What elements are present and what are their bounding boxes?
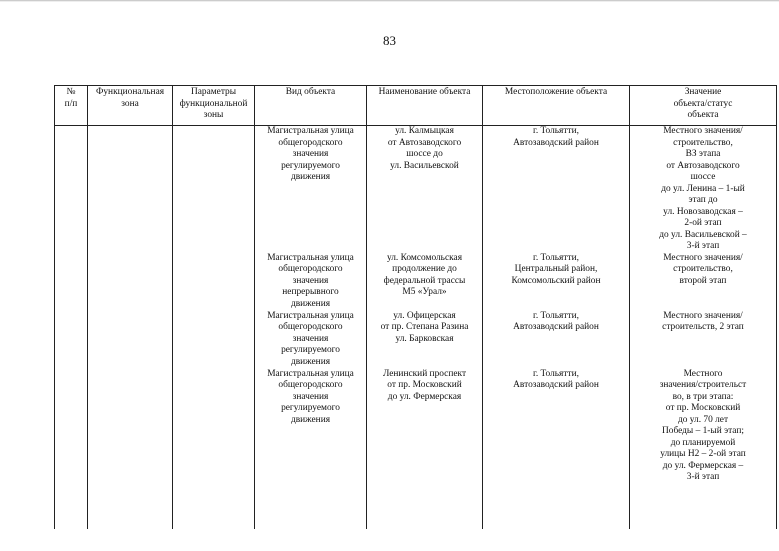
cell-zone xyxy=(88,311,173,369)
table-header-row xyxy=(55,86,777,126)
table-row xyxy=(55,369,777,529)
header-name: Наименование объекта xyxy=(367,86,483,126)
cell-status: Местного значения/строительст во, в три этапа: от пр. Московский до ул. 70 лет Победы – 1-ый этап; до планируемой улицы Н2 – 2-ой этап до ул. Фермерская – 3-й этап xyxy=(630,369,777,529)
cell-location: г. Тольятти, Центральный район, Комсомольский район xyxy=(483,253,630,311)
cell-name: Ленинский проспект от пр. Московский до ул. Фермерская xyxy=(367,369,483,529)
header-location: Местоположение объекта xyxy=(483,86,630,126)
cell-location: г. Тольятти, Автозаводский район xyxy=(483,126,630,253)
table-row xyxy=(55,253,777,311)
cell-name: ул. Комсомольская продолжение до федеральной трассы М5 «Урал» xyxy=(367,253,483,311)
cell-type: Магистральная улица общегородского значения непрерывного движения xyxy=(255,253,367,311)
cell-type: Магистральная улица общегородского значения регулируемого движения xyxy=(255,369,367,529)
cell-status: Местного значения/ строительство, второй этап xyxy=(630,253,777,311)
cell-location: г. Тольятти, Автозаводский район xyxy=(483,311,630,369)
table-row xyxy=(55,311,777,369)
objects-table xyxy=(54,85,777,529)
cell-number xyxy=(55,311,88,369)
cell-zone xyxy=(88,253,173,311)
cell-number xyxy=(55,369,88,529)
cell-number xyxy=(55,253,88,311)
cell-number xyxy=(55,126,88,253)
scan-edge xyxy=(0,0,779,2)
header-status: Значение объекта/статус объекта xyxy=(630,86,777,126)
page-number: 83 xyxy=(383,33,396,48)
cell-name: ул. Офицерская от пр. Степана Разина ул. Барковская xyxy=(367,311,483,369)
cell-name: ул. Калмыцкая от Автозаводского шоссе до ул. Васильевской xyxy=(367,126,483,253)
cell-type: Магистральная улица общегородского значения регулируемого движения xyxy=(255,126,367,253)
cell-params xyxy=(173,311,255,369)
cell-status: Местного значения/ строительство, ВЗ этапа от Автозаводского шоссе до ул. Ленина – 1-ый этап до ул. Новозаводская – 2-ой этап до ул. Васильевской – 3-й этап xyxy=(630,126,777,253)
header-type: Вид объекта xyxy=(255,86,367,126)
cell-params xyxy=(173,253,255,311)
header-params: Параметры функциональной зоны xyxy=(173,86,255,126)
cell-params xyxy=(173,126,255,253)
header-number: № п/п xyxy=(55,86,88,126)
cell-zone xyxy=(88,126,173,253)
cell-type: Магистральная улица общегородского значения регулируемого движения xyxy=(255,311,367,369)
table-row xyxy=(55,126,777,253)
cell-location: г. Тольятти, Автозаводский район xyxy=(483,369,630,529)
cell-zone xyxy=(88,369,173,529)
header-zone: Функциональная зона xyxy=(88,86,173,126)
cell-status: Местного значения/ строительств, 2 этап xyxy=(630,311,777,369)
cell-params xyxy=(173,369,255,529)
